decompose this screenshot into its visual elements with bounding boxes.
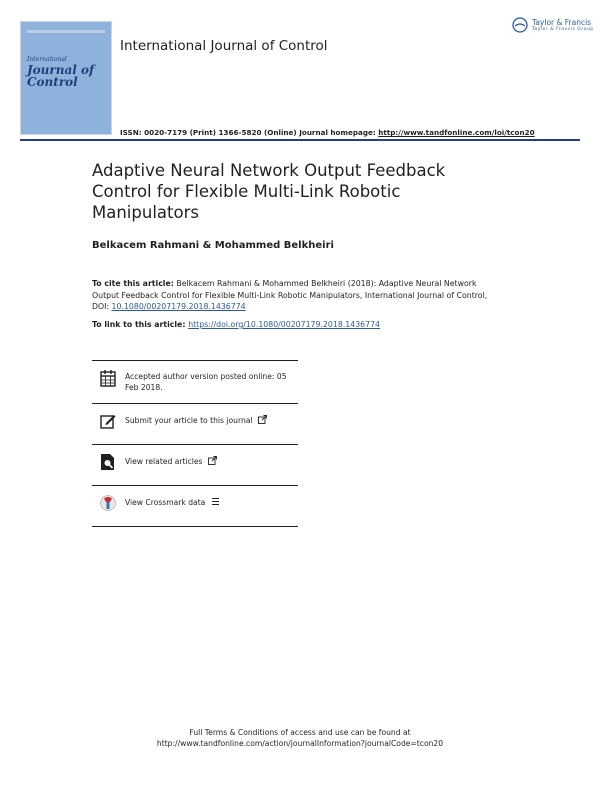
publisher-logo[interactable] xyxy=(512,16,594,38)
cover-title: Journal of Control xyxy=(27,63,95,89)
document-search-icon xyxy=(100,453,116,471)
journal-title: International Journal of Control xyxy=(120,38,328,54)
related-articles-item[interactable] xyxy=(92,444,298,485)
crossmark-item[interactable] xyxy=(92,485,298,527)
external-link-icon xyxy=(258,415,267,424)
footer-terms-link[interactable]: http://www.tandfonline.com/action/journalInformation?journalCode=tcon20 xyxy=(156,739,444,748)
citation-text: Belkacem Rahmani & Mohammed Belkheiri (2018): Adaptive Neural Network Output Feedback Control for Flexible Multi-Link Robotic Manipulators, International Journal of Control, DOI: xyxy=(92,279,488,311)
crossmark-icon xyxy=(100,494,116,512)
crossmark-link[interactable] xyxy=(125,497,295,509)
article-actions-list xyxy=(92,360,298,527)
submit-article-link[interactable] xyxy=(125,415,295,427)
issn-line xyxy=(120,128,535,137)
link-label: To link to this article: xyxy=(92,320,189,329)
citation-block xyxy=(92,278,502,313)
citation-doi-link[interactable]: 10.1080/00207179.2018.1436774 xyxy=(111,302,246,311)
related-articles-link[interactable] xyxy=(125,456,295,468)
submit-article-label: Submit your article to this journal xyxy=(125,416,253,425)
article-title: Adaptive Neural Network Output Feedback Control for Flexible Multi-Link Robotic Manipulators xyxy=(92,161,446,222)
cover-small-text: International xyxy=(27,56,67,63)
crossmark-label: View Crossmark data xyxy=(125,498,206,507)
article-doi-link[interactable]: https://doi.org/10.1080/00207179.2018.1436774 xyxy=(188,320,380,329)
article-link-block xyxy=(92,320,380,329)
related-articles-label: View related articles xyxy=(125,457,203,466)
cover-header-bar xyxy=(27,30,105,33)
footer-terms xyxy=(0,727,600,749)
edit-icon xyxy=(100,412,116,430)
journal-homepage-link[interactable]: http://www.tandfonline.com/loi/tcon20 xyxy=(378,128,535,137)
accepted-version-text: Accepted author version posted online: 05 Feb 2018. xyxy=(125,372,287,392)
citation-label: To cite this article: xyxy=(92,279,174,288)
crossmark-small-icon xyxy=(211,497,220,506)
journal-cover-image xyxy=(20,21,112,135)
external-link-icon xyxy=(208,456,217,465)
calendar-icon xyxy=(100,369,116,387)
header-divider xyxy=(20,139,580,141)
publisher-logo-icon xyxy=(512,17,528,33)
issn-label: ISSN: 0020-7179 (Print) 1366-5820 (Online) Journal homepage: xyxy=(120,128,379,137)
footer-line-1: Full Terms & Conditions of access and use can be found at xyxy=(189,728,411,737)
accepted-version-item xyxy=(92,360,298,403)
submit-article-item[interactable] xyxy=(92,403,298,444)
article-authors: Belkacem Rahmani & Mohammed Belkheiri xyxy=(92,240,334,251)
publisher-name: Taylor & Francis xyxy=(532,18,592,27)
publisher-subname: Taylor & Francis Group xyxy=(532,27,594,32)
